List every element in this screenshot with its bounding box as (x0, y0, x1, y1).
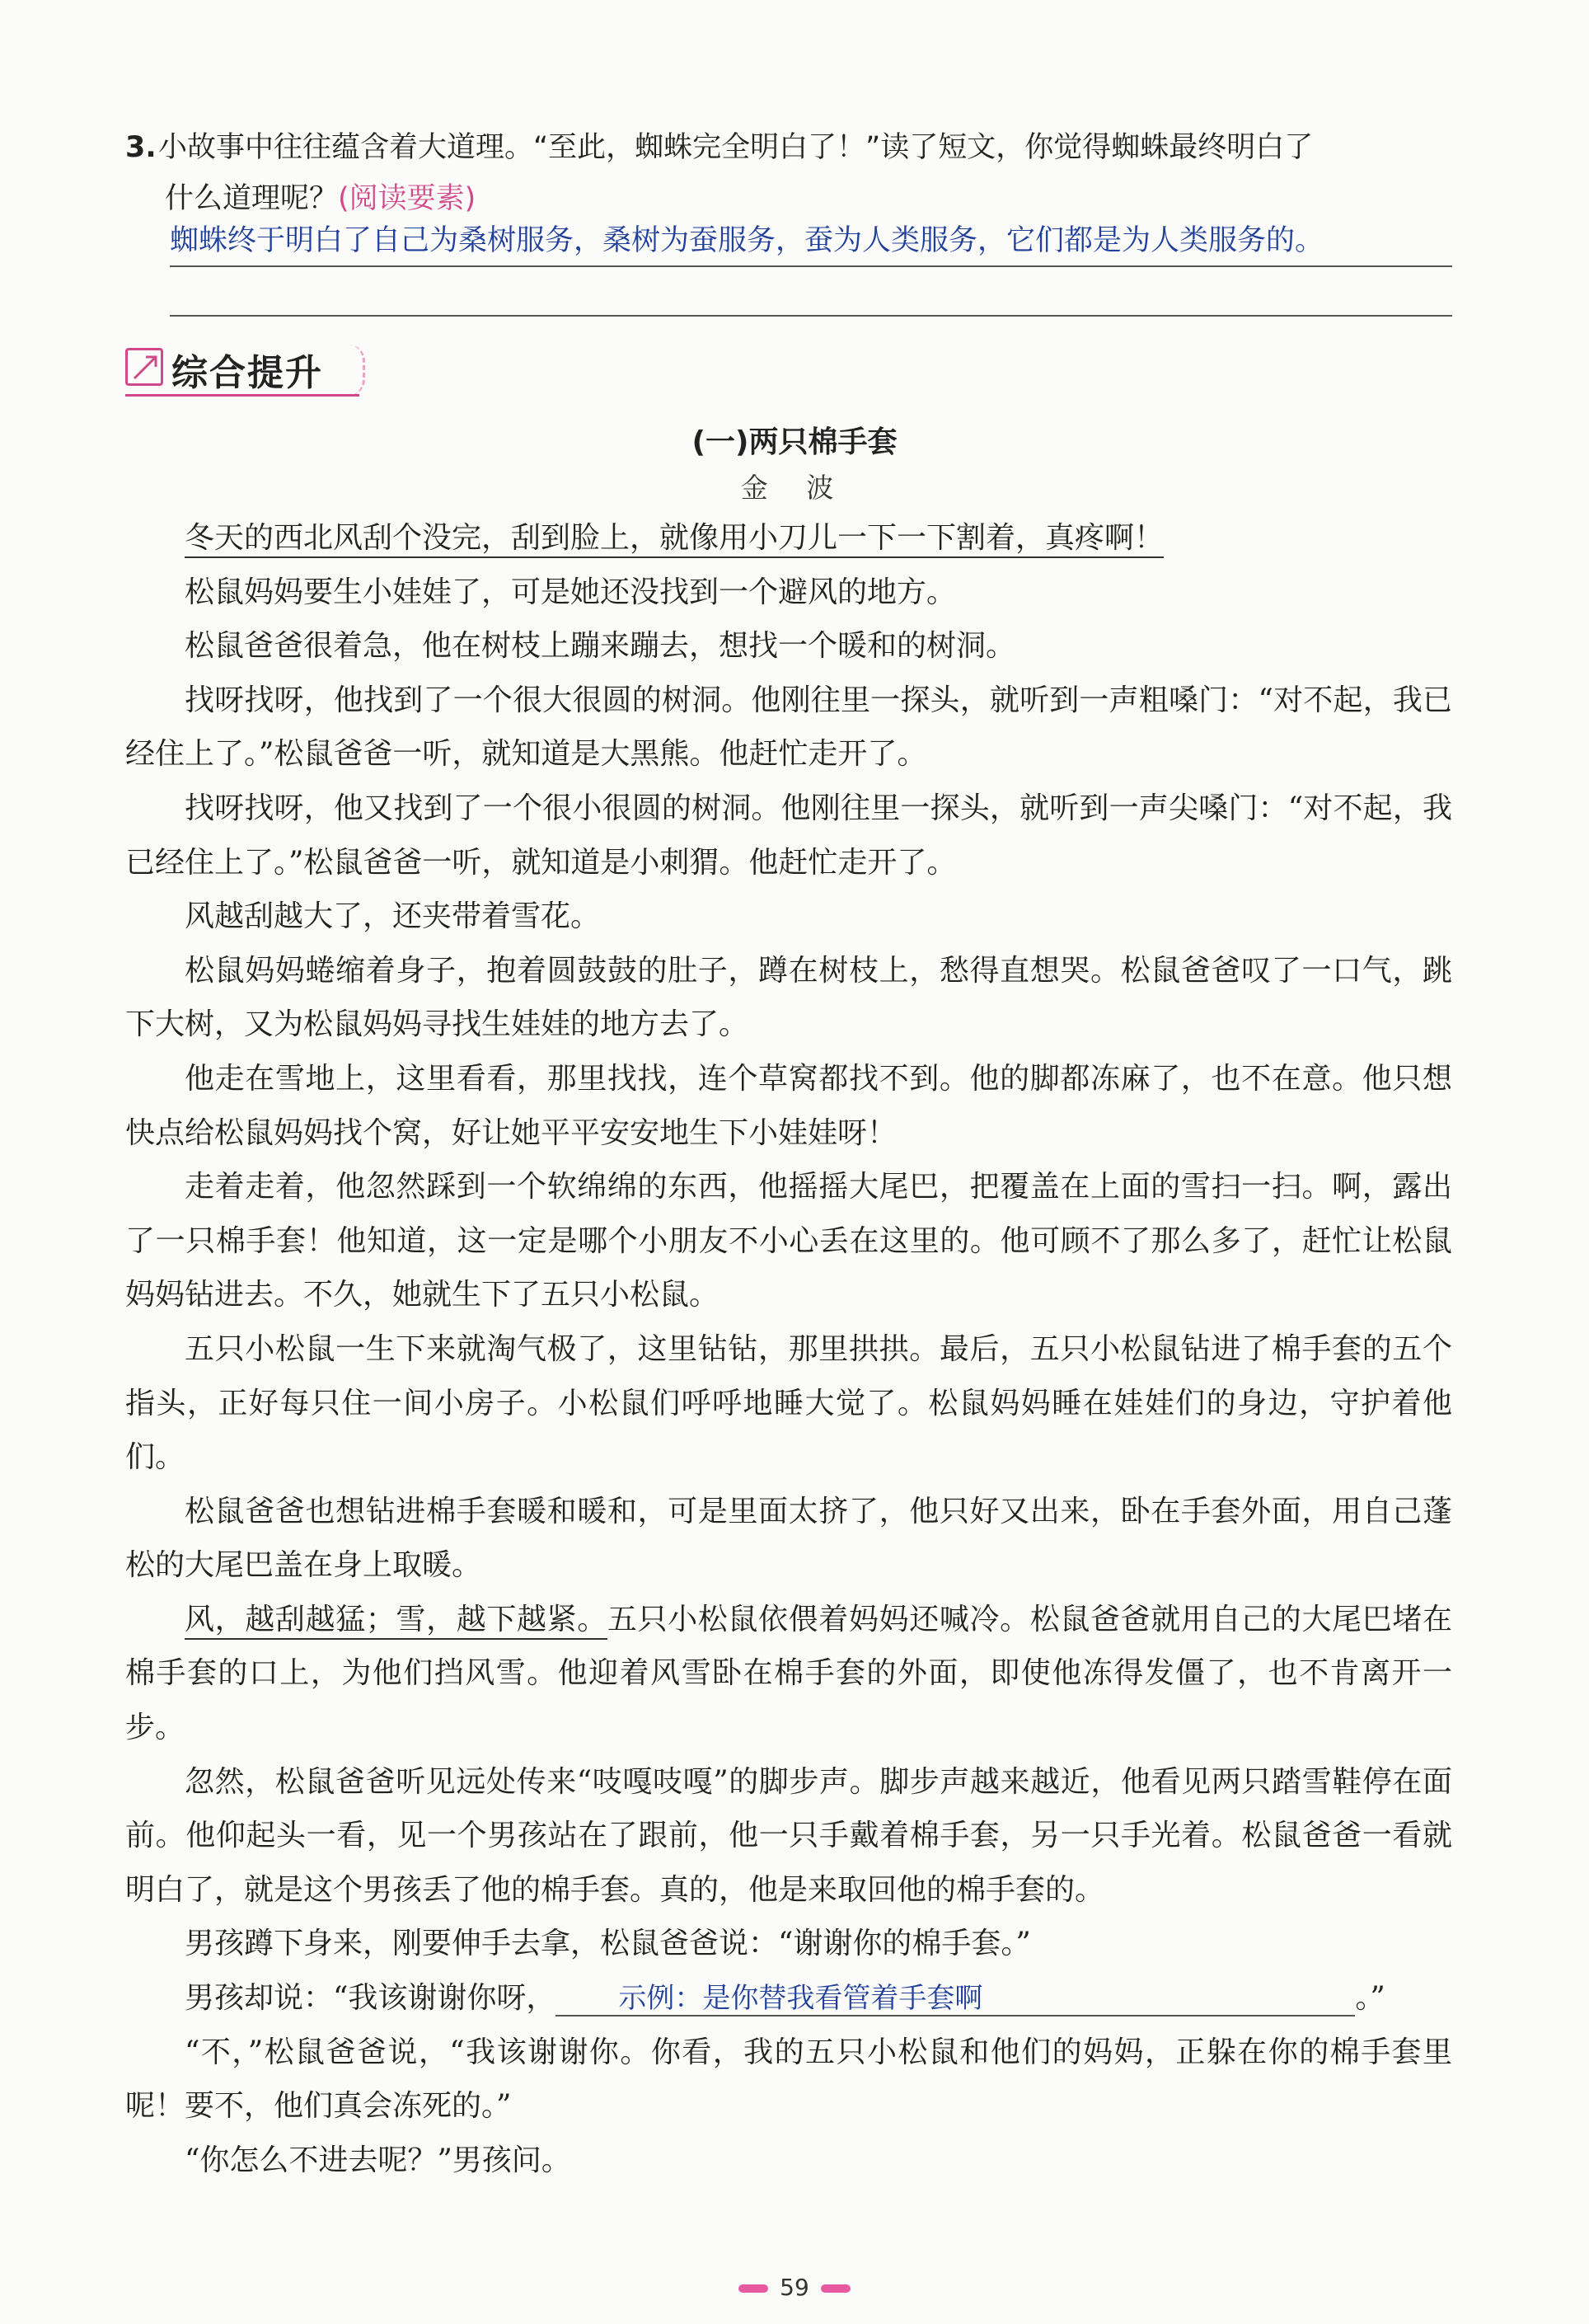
paragraph: 五只小松鼠一生下来就淘气极了，这里钻钻，那里拱拱。最后，五只小松鼠钻进了棉手套的五个指头，正好每只住一间小房子。小松鼠们呼呼地睡大觉了。松鼠妈妈睡在娃娃们的身边，守护着他们。 (125, 1331, 1452, 1475)
paragraph (125, 511, 1452, 566)
paragraph: 男孩蹲下身来，刚要伸手去拿，松鼠爸爸说：“谢谢你的棉手套。” (185, 1927, 1031, 1961)
question-number: 3. (125, 131, 157, 164)
section-header (125, 338, 373, 404)
section-underline (125, 394, 359, 397)
paragraph (125, 1971, 1452, 2026)
paragraph: 找呀找呀，他又找到了一个很小很圆的树洞。他刚往里一探头，就听到一声尖嗓门：“对不起，我已经住上了。”松鼠爸爸一听，就知道是小刺猬。他赶忙走开了。 (125, 791, 1452, 880)
question-text: 小故事中往往蕴含着大道理。“至此，蜘蛛完全明白了！”读了短文，你觉得蜘蛛最终明白了 (158, 131, 1314, 164)
paragraph: 松鼠爸爸也想钻进棉手套暖和暖和，可是里面太挤了，他只好又出来，卧在手套外面，用自己蓬松的大尾巴盖在身上取暖。 (125, 1494, 1452, 1583)
page-dash-right (821, 2284, 851, 2293)
fill-in-blank[interactable] (555, 1982, 1355, 2016)
pencil-icon (125, 348, 163, 386)
reading-hint: (阅读要素) (338, 182, 476, 215)
paragraph: 松鼠爸爸很着急，他在树枝上蹦来蹦去，想找一个暖和的树洞。 (185, 629, 1016, 664)
answer-line-2 (170, 315, 1452, 317)
paragraph-text: 五只小松鼠依偎着妈妈还喊冷。松鼠爸爸就用自己的大尾巴堵在棉手套的口上，为他们挡风雪。他迎着风雪卧在棉手套的外面，即使他冻得发僵了，也不肯离开一步。 (125, 1602, 1452, 1745)
paragraph: 他走在雪地上，这里看看，那里找找，连个草窝都找不到。他的脚都冻麻了，也不在意。他只想快点给松鼠妈妈找个窝，好让她平平安安地生下小娃娃呀！ (125, 1061, 1452, 1150)
paragraph: 松鼠妈妈蜷缩着身子，抱着圆鼓鼓的肚子，蹲在树枝上，愁得直想哭。松鼠爸爸叹了一口气，跳下大树，又为松鼠妈妈寻找生娃娃的地方去了。 (125, 953, 1452, 1042)
question-3-answer: 蜘蛛终于明白了自己为桑树服务，桑树为蚕服务，蚕为人类服务，它们都是为人类服务的。 (170, 224, 1324, 257)
paragraph-text: 。” (1355, 1981, 1385, 2016)
paragraph (125, 1593, 1452, 1755)
answer-line-1 (170, 265, 1452, 267)
question-text-cont: 什么道理呢？ (165, 182, 339, 215)
page-number (0, 2274, 1589, 2301)
question-3-line2 (125, 173, 1460, 224)
paragraph: 风越刮越大了，还夹带着雪花。 (185, 899, 601, 934)
page-number-text: 59 (780, 2274, 809, 2301)
story-author: 金 波 (740, 472, 849, 504)
story-title: (一)两只棉手套 (691, 425, 898, 459)
section-label: 综合提升 (171, 352, 323, 394)
question-3-line1 (125, 122, 1460, 173)
paragraph: “你怎么不进去呢？”男孩问。 (185, 2143, 571, 2177)
question-3 (125, 122, 1460, 224)
paragraph: 走着走着，他忽然踩到一个软绵绵的东西，他摇摇大尾巴，把覆盖在上面的雪扫一扫。啊，露出了一只棉手套！他知道，这一定是哪个小朋友不小心丢在这里的。他可顾不了那么多了，赶忙让松鼠妈妈钻进去。不久，她就生下了五只小松鼠。 (125, 1170, 1452, 1312)
paragraph-text: 男孩却说：“我该谢谢你呀， (185, 1981, 556, 2016)
paragraph: 松鼠妈妈要生小娃娃了，可是她还没找到一个避风的地方。 (185, 575, 957, 609)
underlined-sentence: 冬天的西北风刮个没完，刮到脸上，就像用小刀儿一下一下割着，真疼啊！ (185, 521, 1164, 558)
underlined-sentence: 风，越刮越猛；雪，越下越紧。 (185, 1603, 607, 1640)
page-dash-left (738, 2284, 768, 2293)
paragraph: 忽然，松鼠爸爸听见远处传来“吱嘎吱嘎”的脚步声。脚步声越来越近，他看见两只踏雪鞋停在面前。他仰起头一看，见一个男孩站在了跟前，他一只手戴着棉手套，另一只手光着。松鼠爸爸一看就明白了，就是这个男孩丢了他的棉手套。真的，他是来取回他的棉手套的。 (125, 1764, 1452, 1907)
story-body (125, 511, 1452, 2187)
paragraph: “不，”松鼠爸爸说，“我该谢谢你。你看，我的五只小松鼠和他们的妈妈，正躲在你的棉手套里呢！要不，他们真会冻死的。” (125, 2035, 1452, 2124)
decorative-curl (348, 345, 365, 396)
paragraph: 找呀找呀，他找到了一个很大很圆的树洞。他刚往里一探头，就听到一声粗嗓门：“对不起，我已经住上了。”松鼠爸爸一听，就知道是大黑熊。他赶忙走开了。 (125, 683, 1452, 772)
blank-answer: 示例：是你替我看管着手套啊 (618, 1982, 983, 2016)
